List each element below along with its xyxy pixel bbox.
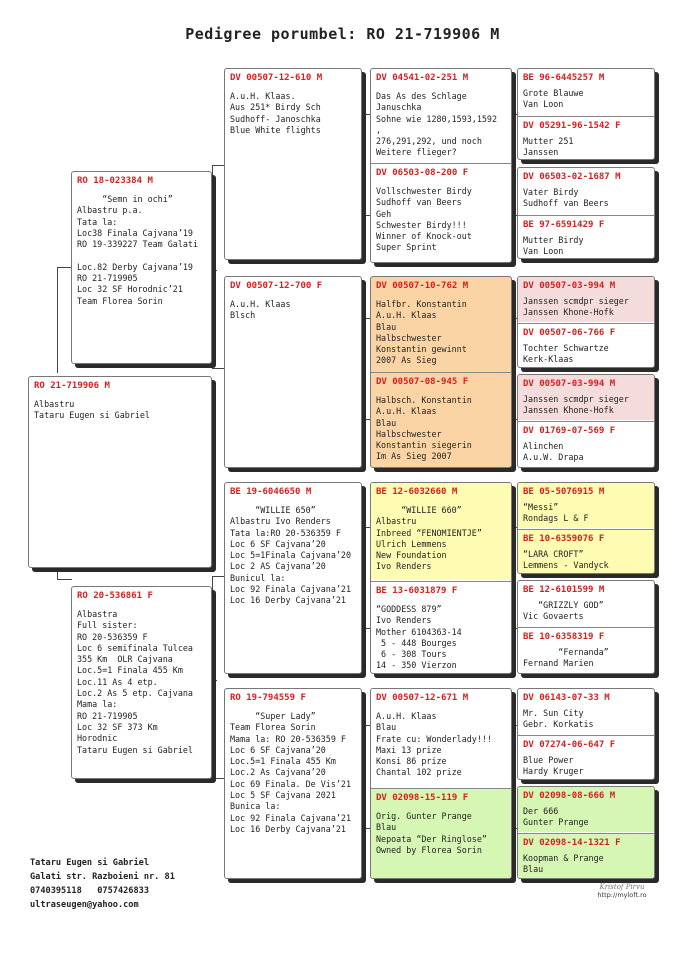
pigeon-id: DV 00507-06-766 F xyxy=(523,328,616,338)
owner-name: Tataru Eugen si Gabriel xyxy=(30,858,149,868)
connector xyxy=(212,576,213,778)
great-grandparent-pair xyxy=(370,68,512,263)
pigeon-info: A.u.H. Klaas Blau Frate cu: Wonderlady!!! Maxi 13 prize Konsi 86 prize Chantal 102 prize xyxy=(376,711,492,778)
pigeon-info: Blue Power Hardy Kruger xyxy=(523,755,584,777)
pigeon-info: “Fernanda” Fernand Marien xyxy=(523,647,609,669)
connector xyxy=(212,680,217,681)
pigeon-info: “GODDESS 879” Ivo Renders Mother 6104363-14 5 - 448 Bourges 6 - 308 Tours 14 - 350 Vierzon xyxy=(376,604,462,671)
subject-card xyxy=(28,376,212,568)
logo-url: http://myloft.ro xyxy=(597,891,647,899)
connector xyxy=(212,165,224,166)
dam-info: Albastra Full sister: RO 20-536359 F Loc 6 semifinala Tulcea 355 Km OLR Cajvana Loc.5=1 Finala 455 Km Loc.11 As 4 etp. Loc.2 As 5 etp. Cajvana Mama la: RO 21-719905 Loc 32 SF 373 Km Horodnic Tataru Eugen si Gabriel xyxy=(77,609,193,755)
pigeon-info: Janssen scmdpr sieger Janssen Khone-Hofk xyxy=(523,394,629,416)
sire-card xyxy=(71,171,212,364)
grandparent-card xyxy=(224,688,362,879)
pigeon-info: Koopman & Prange Blau xyxy=(523,853,604,875)
page-title: Pedigree porumbel: RO 21-719906 M xyxy=(185,25,500,43)
pigeon-info: Mr. Sun City Gebr. Korkatis xyxy=(523,708,594,730)
gggp-pair xyxy=(517,374,655,468)
connector xyxy=(362,725,363,828)
pigeon-info: Tochter Schwartze Kerk-Klaas xyxy=(523,343,609,365)
pigeon-id: BE 12-6101599 M xyxy=(523,585,605,595)
great-grandparent-pair xyxy=(370,482,512,674)
sire-id: RO 18-023384 M xyxy=(77,176,153,186)
pigeon-id: DV 00507-10-762 M xyxy=(376,281,469,291)
dam-id: RO 20-536861 F xyxy=(77,591,153,601)
pigeon-id: DV 00507-03-994 M xyxy=(523,379,616,389)
pigeon-id: DV 06143-07-33 M xyxy=(523,693,610,703)
pigeon-info: “WILLIE 660” Albastru Inbreed “FENOMIENTJE” Ulrich Lemmens New Foundation Ivo Renders xyxy=(376,505,482,572)
gggp-pair xyxy=(517,167,655,259)
pigeon-info: Halfbr. Konstantin A.u.H. Klaas Blau Halbschwester Konstantin gewinnt 2007 As Sieg xyxy=(376,299,467,366)
great-grandparent-pair xyxy=(370,688,512,879)
myloft-logo xyxy=(592,883,652,899)
grandparent-card xyxy=(224,482,362,674)
pigeon-info: Halbsch. Konstantin A.u.H. Klaas Blau Halbschwester Konstantin siegerin Im As Sieg 2007 xyxy=(376,395,472,462)
pigeon-info: Der 666 Gunter Prange xyxy=(523,806,589,828)
gggp-pair xyxy=(517,68,655,160)
owner-contact xyxy=(30,856,175,912)
pigeon-id: BE 97-6591429 F xyxy=(523,220,605,230)
pigeon-info: Alinchen A.u.W. Drapa xyxy=(523,441,584,463)
pigeon-info: Orig. Gunter Prange Blau Nepoata “Der Ringlose” Owned by Florea Sorin xyxy=(376,811,487,855)
pigeon-id: DV 00507-12-671 M xyxy=(376,693,469,703)
pigeon-id: DV 02098-15-119 F xyxy=(376,793,469,803)
connector xyxy=(57,267,58,373)
pigeon-info: Grote Blauwe Van Loon xyxy=(523,88,584,110)
great-grandparent-pair xyxy=(370,276,512,468)
connector xyxy=(362,318,370,319)
pigeon-id: DV 06503-02-1687 M xyxy=(523,172,621,182)
pigeon-info: “GRIZZLY GOD” Vic Govaerts xyxy=(523,600,604,622)
pigeon-id: BE 13-6031879 F xyxy=(376,586,458,596)
connector xyxy=(362,527,363,628)
pigeon-id: DV 02098-08-666 M xyxy=(523,791,616,801)
pigeon-info: Vollschwester Birdy Sudhoff van Beers Geh Schwester Birdy!!! Winner of Knock-out Super Sprint xyxy=(376,186,472,253)
pigeon-id: BE 10-6359076 F xyxy=(523,534,605,544)
pigeon-id: DV 00507-12-610 M xyxy=(230,73,323,83)
pigeon-info: “LARA CROFT” Lemmens - Vandyck xyxy=(523,549,609,571)
pigeon-id: BE 05-5076915 M xyxy=(523,487,605,497)
connector xyxy=(362,725,370,726)
pigeon-id: BE 96-6445257 M xyxy=(523,73,605,83)
grandparent-card xyxy=(224,276,362,468)
pigeon-info: Mutter Birdy Van Loon xyxy=(523,235,584,257)
gggp-pair xyxy=(517,482,655,574)
owner-phones: 0740395118 0757426833 xyxy=(30,886,149,896)
pigeon-info: “WILLIE 650” Albastru Ivo Renders Tata la:RO 20-536359 F Loc 6 SF Cajvana’20 Loc 5=1Finala Cajvana’20 Loc 2 AS Cajvana’20 Bunicul la: Loc 92 Finala Cajvana’21 Loc 16 Derby Cajvana’21 xyxy=(230,505,352,606)
gggp-pair xyxy=(517,688,655,780)
owner-address: Galati str. Razboieni nr. 81 xyxy=(30,872,175,882)
pigeon-id: DV 06503-08-200 F xyxy=(376,168,469,178)
gggp-pair xyxy=(517,580,655,674)
pigeon-id: RO 19-794559 F xyxy=(230,693,306,703)
pigeon-id: DV 00507-12-700 F xyxy=(230,281,323,291)
pigeon-id: DV 00507-03-994 M xyxy=(523,281,616,291)
pigeon-id: DV 02098-14-1321 F xyxy=(523,838,621,848)
sire-info: “Semn in ochi” Albastru p.a. Tata la: Loc38 Finala Cajvana’19 RO 19-339227 Team Galati Loc.82 Derby Cajvana’19 RO 21-719905 Loc 32 SF Horodnic’21 Team Florea Sorin xyxy=(77,194,199,306)
connector xyxy=(57,579,72,580)
owner-email: ultraseugen@yahoo.com xyxy=(30,900,139,910)
pigeon-info: Mutter 251 Janssen xyxy=(523,136,574,158)
gggp-pair xyxy=(517,786,655,879)
pigeon-info: Janssen scmdpr sieger Janssen Khone-Hofk xyxy=(523,296,629,318)
connector xyxy=(362,527,370,528)
pigeon-info: A.u.H. Klaas. Aus 251* Birdy Sch Sudhoff- Janoschka Blue White flights xyxy=(230,91,321,135)
pigeon-id: BE 19-6046650 M xyxy=(230,487,312,497)
pigeon-info: Das As des Schlage Januschka Sohne wie 1280,1593,1592 , 276,291,292, und noch Weitere flieger? xyxy=(376,91,498,158)
connector xyxy=(362,318,363,419)
pigeon-id: DV 01769-07-569 F xyxy=(523,426,616,436)
connector xyxy=(362,114,363,215)
connector xyxy=(362,419,370,420)
pigeon-id: DV 04541-02-251 M xyxy=(376,73,469,83)
pigeon-id: DV 05291-96-1542 F xyxy=(523,121,621,131)
connector xyxy=(57,267,72,268)
pigeon-info: Vater Birdy Sudhoff van Beers xyxy=(523,187,609,209)
dam-card xyxy=(71,586,212,779)
connector xyxy=(362,628,370,629)
connector xyxy=(212,270,217,271)
subject-info: Albastru Tataru Eugen si Gabriel xyxy=(34,399,150,421)
connector xyxy=(362,828,370,829)
connector xyxy=(362,114,370,115)
pigeon-id: DV 07274-06-647 F xyxy=(523,740,616,750)
subject-id: RO 21-719906 M xyxy=(34,381,110,391)
pigeon-info: “Messi” Rondags L & F xyxy=(523,502,589,524)
gggp-pair xyxy=(517,276,655,368)
pigeon-id: BE 12-6032660 M xyxy=(376,487,458,497)
connector xyxy=(212,165,213,368)
connector xyxy=(362,215,370,216)
pigeon-info: “Super Lady” Team Florea Sorin Mama la: RO 20-536359 F Loc 6 SF Cajvana’20 Loc.5=1 Finala 455 Km Loc.2 As Cajvana’20 Loc 69 Finala. De Vis’21 Loc 5 SF Cajvana 2021 Bunica la: Loc 92 Finala Cajvana’21 Loc 16 Derby Cajvana’21 xyxy=(230,711,352,834)
signature: Kristof Pirvu xyxy=(599,883,645,891)
grandparent-card xyxy=(224,68,362,260)
pigeon-id: BE 10-6358319 F xyxy=(523,632,605,642)
pigeon-id: DV 00507-08-945 F xyxy=(376,377,469,387)
connector xyxy=(212,576,224,577)
connector xyxy=(212,778,224,779)
pigeon-info: A.u.H. Klaas Blsch xyxy=(230,299,291,321)
connector xyxy=(212,368,224,369)
